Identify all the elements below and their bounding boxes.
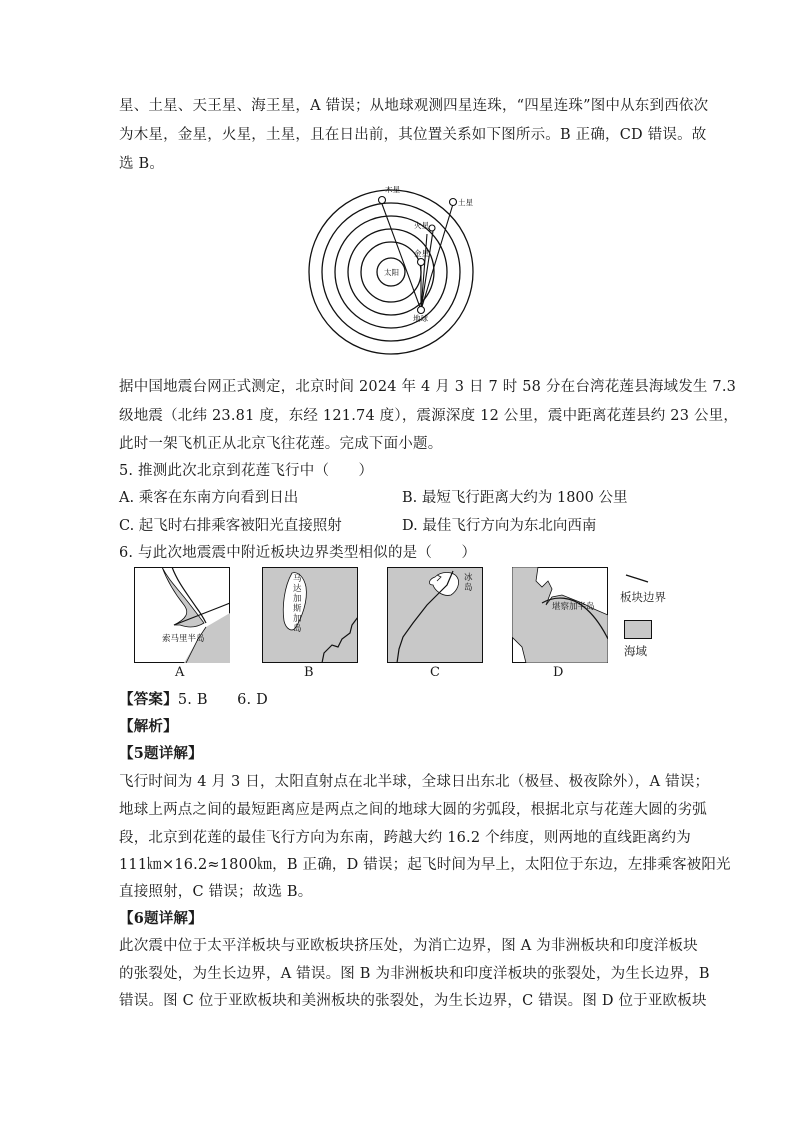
intro-line: 选 B。	[119, 156, 165, 172]
intro-line: 星、土星、天王星、海王星，A 错误；从地球观测四星连珠，“四星连珠”图中从东到西依次	[119, 98, 709, 114]
map-c	[387, 567, 483, 663]
venus-label: 金星	[414, 249, 429, 258]
saturn-label: 土星	[458, 198, 473, 207]
q5-option-d: D. 最佳飞行方向为东北向西南	[402, 518, 597, 534]
saturn-marker	[450, 199, 457, 206]
q6-detail-label: 【6题详解】	[119, 910, 203, 927]
analysis-label: 【解析】	[119, 718, 178, 735]
q5-detail-line: 地球上两点之间的最短距离应是两点之间的地球大圆的劣弧段，根据北京与花莲大圆的劣弧	[119, 802, 707, 818]
map-d-caption: D	[553, 665, 564, 680]
map-b-label: 岛	[293, 624, 302, 634]
passage-line: 此时一架飞机正从北京飞往花莲。完成下面小题。	[119, 436, 443, 452]
map-b-caption: B	[304, 665, 314, 680]
mars-marker	[429, 225, 435, 231]
answer-line	[119, 688, 268, 709]
map-d	[512, 567, 608, 663]
map-b-label: 达	[293, 584, 302, 594]
legend-boundary-symbol	[624, 572, 650, 584]
map-d-label: 堪察加半岛	[552, 602, 595, 612]
legend-boundary-label: 板块边界	[620, 590, 666, 604]
map-b-label: 马	[293, 574, 302, 584]
map-b	[262, 567, 358, 663]
q6-stem: 6. 与此次地震震中附近板块边界类型相似的是（ ）	[119, 545, 477, 561]
map-b-label: 斯	[293, 604, 302, 614]
map-c-label: 冰	[464, 573, 473, 583]
venus-marker	[418, 259, 425, 266]
jupiter-label: 木星	[385, 186, 400, 194]
q6-detail-line: 错误。图 C 位于亚欧板块和美洲板块的张裂处，为生长边界，C 错误。图 D 位于亚欧板块	[119, 993, 707, 1009]
sun-label: 太阳	[384, 268, 399, 277]
jupiter-marker	[379, 197, 386, 204]
passage-line: 据中国地震台网正式测定，北京时间 2024 年 4 月 3 日 7 时 58 分在台湾花莲县海域发生 7.3	[119, 379, 737, 395]
legend-sea-swatch	[624, 620, 652, 639]
q5-option-b: B. 最短飞行距离大约为 1800 公里	[402, 490, 628, 506]
map-a	[134, 567, 230, 663]
q5-detail-label: 【5题详解】	[119, 745, 203, 762]
map-c-caption: C	[430, 665, 440, 680]
q5-option-a: A. 乘客在东南方向看到日出	[119, 490, 299, 506]
earth-label: 地球	[413, 314, 428, 323]
map-a-caption: A	[175, 665, 185, 680]
earth-marker	[418, 307, 425, 314]
map-a-label: 索马里半岛	[162, 634, 205, 644]
passage-line: 级地震（北纬 23.81 度，东经 121.74 度），震源深度 12 公里，震中距离花莲县约 23 公里，	[119, 408, 739, 424]
intro-line: 为木星，金星，火星，土星，且在日出前，其位置关系如下图所示。B 正确，CD 错误。故	[119, 127, 707, 143]
q6-detail-line: 此次震中位于太平洋板块与亚欧板块挤压处，为消亡边界，图 A 为非洲板块和印度洋板块	[119, 938, 698, 954]
q5-stem: 5. 推测此次北京到花莲飞行中（ ）	[119, 463, 374, 479]
q6-detail-line: 的张裂处，为生长边界，A 错误。图 B 为非洲板块和印度洋板块的张裂处，为生长边界，B	[119, 966, 710, 982]
q5-option-c: C. 起飞时右排乘客被阳光直接照射	[119, 518, 342, 534]
q5-detail-line: 直接照射，C 错误；故选 B。	[119, 884, 313, 900]
answer-text: 5. B 6. D	[177, 692, 268, 708]
map-b-label: 加	[293, 594, 302, 604]
q5-detail-line: 飞行时间为 4 月 3 日，太阳直射点在北半球，全球日出东北（极昼、极夜除外），A 错误；	[119, 774, 710, 790]
q5-detail-line: 111㎞×16.2≈1800㎞，B 正确，D 错误；起飞时间为早上，太阳位于东边，左排乘客被阳光	[119, 857, 731, 873]
legend-sea-label: 海域	[624, 644, 647, 658]
map-c-label: 岛	[464, 583, 473, 593]
q5-detail-line: 段，北京到花莲的最佳飞行方向为东南，跨越大约 16.2 个纬度，则两地的直线距离约为	[119, 830, 691, 846]
answer-label: 【答案】	[119, 691, 178, 708]
orbit-diagram	[305, 186, 475, 356]
mars-label: 火星	[414, 221, 429, 230]
map-b-label: 加	[293, 614, 302, 624]
